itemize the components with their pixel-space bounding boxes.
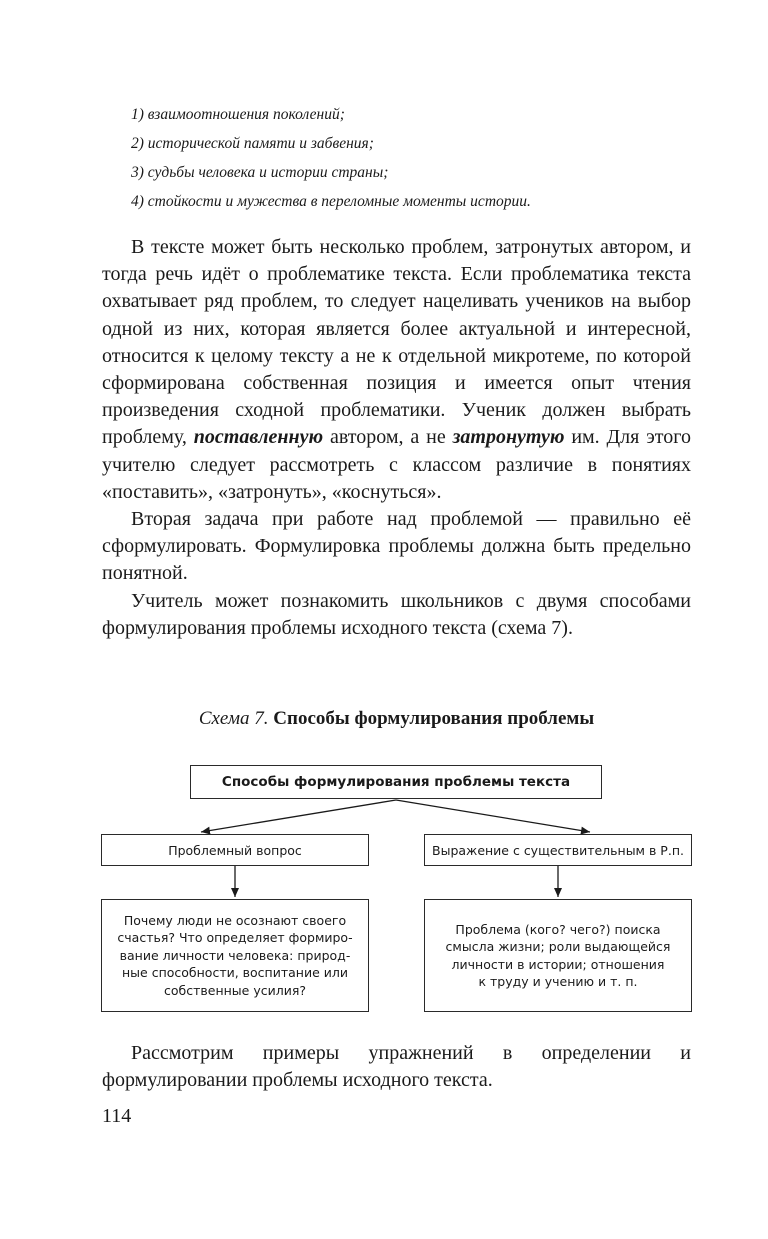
diagram-question-example-text: Почему люди не осознают своего счастья? Что определяет формиро- вание личности человека: природ- ные способности, воспитание или собственные усилия? xyxy=(117,912,353,998)
closing-text xyxy=(102,1040,691,1094)
body-text xyxy=(102,234,691,642)
diagram-noun-example-text: Проблема (кого? чего?) поиска смысла жизни; роли выдающейся личности в истории; отношения к труду и учению и т. п. xyxy=(445,921,671,989)
diagram-noun-phrase-label: Выражение с существительным в Р.п. xyxy=(432,842,684,858)
paragraph-closing: Рассмотрим примеры упражнений в определении и формулировании проблемы исходного текста. xyxy=(102,1042,691,1092)
arrow-to-question xyxy=(201,800,396,832)
diagram-noun-phrase-box xyxy=(424,834,692,866)
diagram-root-label: Способы формулирования проблемы текста xyxy=(221,774,571,790)
diagram-noun-example-box xyxy=(424,899,692,1012)
diagram-question-example-box xyxy=(101,899,369,1012)
diagram-question-box xyxy=(101,834,369,866)
page-number: 114 xyxy=(102,1105,132,1127)
diagram-root-box xyxy=(190,765,602,799)
emphasis-touched: затронутую xyxy=(452,426,565,449)
emphasis-posed: поставленную xyxy=(193,426,324,449)
problem-list-item: 2) исторической памяти и забвения; xyxy=(131,135,374,152)
arrow-to-noun-phrase xyxy=(396,800,590,832)
paragraph-methods-intro: Учитель может познакомить школьников с двумя способами формулирования проблемы исходного текста (схема 7). xyxy=(102,589,691,639)
paragraph-problematics xyxy=(102,234,691,506)
scheme-title: Способы формулирования проблемы xyxy=(273,708,595,729)
paragraph-text: В тексте может быть несколько проблем, затронутых автором, и тогда речь идёт о проблематике текста. Если проблематика текста охватывает ряд проблем, то следует нацеливать учеников на выбор одной из них, которая является более актуальной и интересной, относится к целому тексту а не к отдельной микротеме, по которой сформирована собственная позиция и имеется опыт чтения произведения сходной проблематики. Ученик должен выбрать проблему, xyxy=(102,236,691,449)
paragraph-text: им. Для этого учителю следует рассмотреть с классом различие в понятиях «поставить», «затронуть», «коснуться». xyxy=(102,426,691,503)
paragraph-text: автором, а не xyxy=(323,426,453,449)
problem-list xyxy=(131,100,691,216)
scheme-caption xyxy=(102,706,691,732)
diagram-question-label: Проблемный вопрос xyxy=(168,842,302,858)
problem-list-item: 1) взаимоотношения поколений; xyxy=(131,106,345,123)
scheme-label: Схема 7. xyxy=(198,708,269,729)
paragraph-second-task: Вторая задача при работе над проблемой — правильно её сформулировать. Формулировка проблемы должна быть предельно понятной. xyxy=(102,508,691,585)
problem-list-item: 3) судьбы человека и истории страны; xyxy=(131,164,389,181)
problem-list-item: 4) стойкости и мужества в переломные моменты истории. xyxy=(131,193,531,210)
